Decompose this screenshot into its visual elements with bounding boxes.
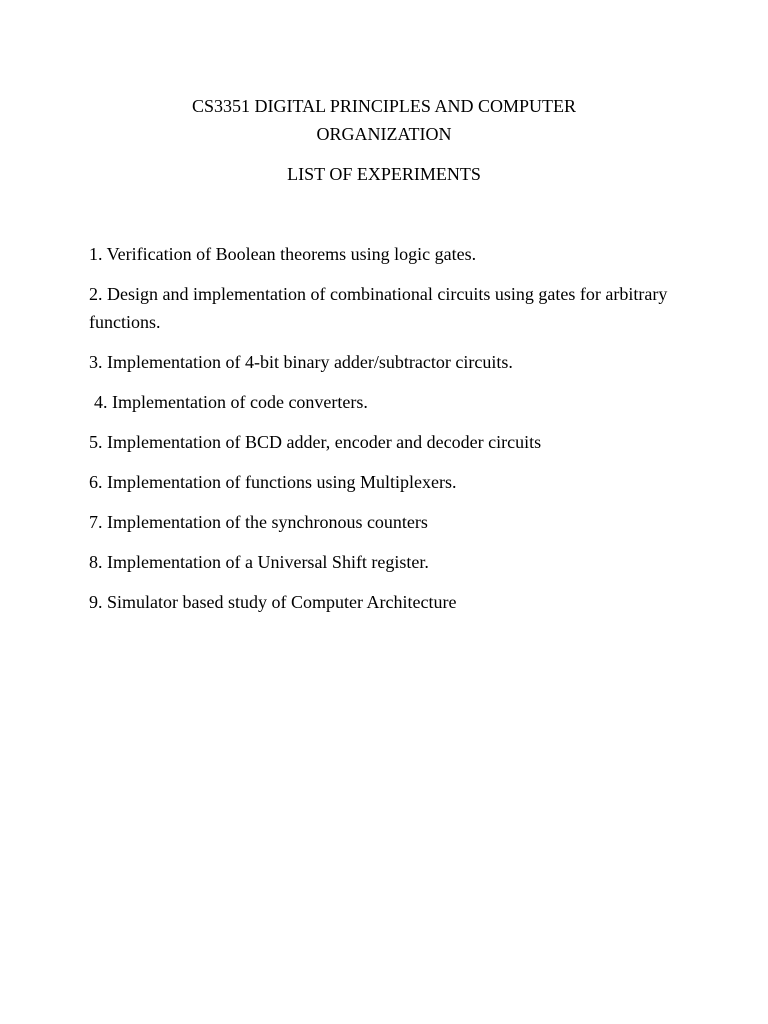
experiment-item-4: 4. Implementation of code converters.	[94, 392, 368, 412]
experiment-item-7: 7. Implementation of the synchronous counters	[89, 512, 428, 532]
document-title-line-1: CS3351 DIGITAL PRINCIPLES AND COMPUTER	[192, 96, 576, 116]
experiment-list	[89, 240, 689, 628]
experiment-item-6: 6. Implementation of functions using Multiplexers.	[89, 472, 457, 492]
experiment-item-8: 8. Implementation of a Universal Shift register.	[89, 552, 429, 572]
experiment-item-3: 3. Implementation of 4-bit binary adder/subtractor circuits.	[89, 352, 513, 372]
experiment-item-9: 9. Simulator based study of Computer Architecture	[89, 592, 457, 612]
experiment-item-2: 2. Design and implementation of combinational circuits using gates for arbitrary functions.	[89, 284, 668, 332]
list-heading: LIST OF EXPERIMENTS	[287, 164, 481, 184]
experiment-item-5: 5. Implementation of BCD adder, encoder and decoder circuits	[89, 432, 542, 452]
document-title-line-2: ORGANIZATION	[316, 124, 452, 144]
experiment-item-1: 1. Verification of Boolean theorems using logic gates.	[89, 244, 477, 264]
